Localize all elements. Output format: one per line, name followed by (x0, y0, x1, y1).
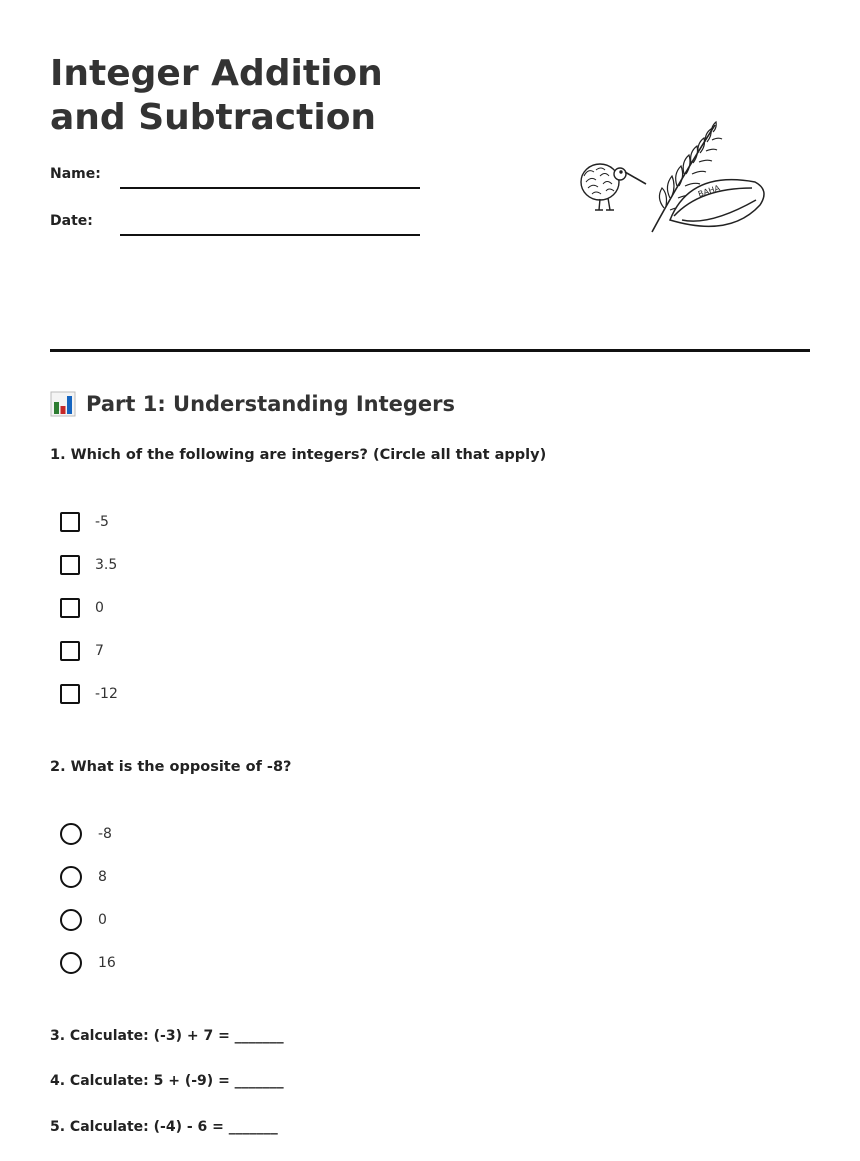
question-4: 4. Calculate: 5 + (-9) = _______ (50, 1073, 284, 1089)
section-heading (50, 388, 455, 420)
q2-option[interactable] (60, 950, 116, 976)
radio-button[interactable] (60, 823, 82, 845)
name-label: Name: (50, 166, 101, 182)
radio-button[interactable] (60, 866, 82, 888)
checkbox[interactable] (60, 598, 80, 618)
q1-option[interactable] (60, 638, 104, 664)
checkbox[interactable] (60, 641, 80, 661)
section-title: Part 1: Understanding Integers (86, 392, 456, 416)
q2-option[interactable] (60, 821, 112, 847)
q2-option[interactable] (60, 864, 107, 890)
date-label: Date: (50, 213, 93, 229)
section-divider (50, 349, 810, 352)
checkbox[interactable] (60, 684, 80, 704)
q1-option[interactable] (60, 509, 109, 535)
kiwi-bird-icon (581, 164, 646, 210)
bar-chart-icon (50, 391, 76, 417)
option-label: -5 (95, 514, 109, 530)
q1-option[interactable] (60, 552, 117, 578)
option-label: 0 (95, 600, 104, 616)
radio-button[interactable] (60, 909, 82, 931)
q2-option[interactable] (60, 907, 107, 933)
option-label: 8 (98, 869, 107, 885)
q1-option[interactable] (60, 681, 118, 707)
checkbox[interactable] (60, 512, 80, 532)
q1-option[interactable] (60, 595, 104, 621)
rugby-ball-icon (670, 180, 764, 227)
question-5: 5. Calculate: (-4) - 6 = _______ (50, 1119, 278, 1135)
option-label: 7 (95, 643, 104, 659)
checkbox[interactable] (60, 555, 80, 575)
option-label: -12 (95, 686, 118, 702)
worksheet-title: Integer Addition and Subtraction (50, 53, 383, 138)
kiwi-fern-rugby-illustration (570, 110, 770, 240)
option-label: 16 (98, 955, 116, 971)
question-1: 1. Which of the following are integers? (Circle all that apply) (50, 447, 547, 463)
option-label: 0 (98, 912, 107, 928)
radio-button[interactable] (60, 952, 82, 974)
rugby-ball-text: BAHA (696, 183, 722, 199)
question-2: 2. What is the opposite of -8? (50, 759, 292, 775)
option-label: 3.5 (95, 557, 118, 573)
date-field[interactable] (120, 234, 420, 236)
name-field[interactable] (120, 187, 420, 189)
question-3: 3. Calculate: (-3) + 7 = _______ (50, 1028, 284, 1044)
option-label: -8 (98, 826, 112, 842)
